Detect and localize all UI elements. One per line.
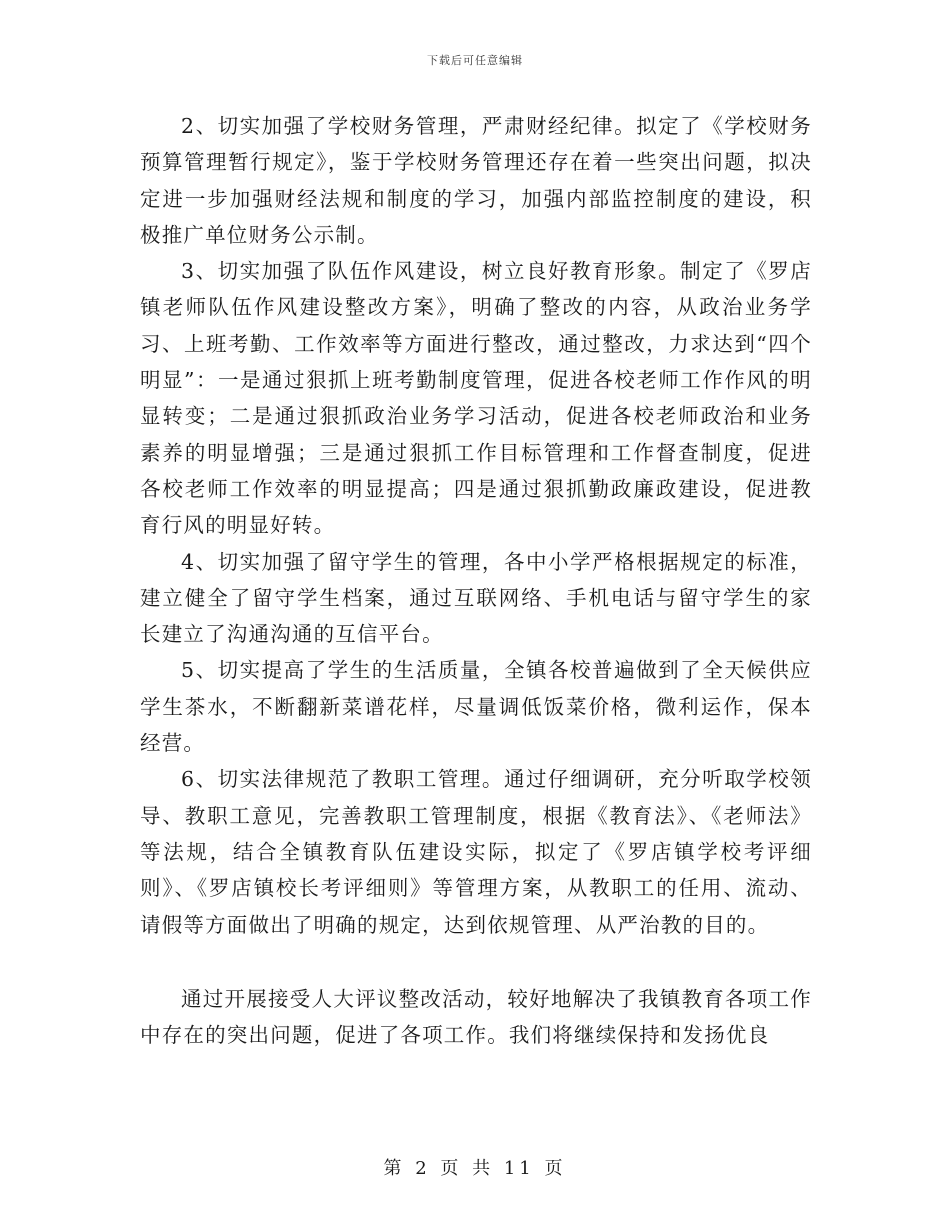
page-header-note: 下载后可任意编辑 [427,54,523,67]
paragraph-item-6: 6、切实法律规范了教职工管理。通过仔细调研，充分听取学校领导、教职工意见，完善教职工管理制度，根据《教育法》、《老师法》等法规，结合全镇教育队伍建设实际，拟定了《罗店镇学校考评细则》、《罗店镇校长考评细则》等管理方案，从教职工的任用、流动、请假等方面做出了明确的规定，达到依规管理、从严治教的目的。 [140,767,812,937]
paragraph-item-2: 2、切实加强了学校财务管理，严肃财经纪律。拟定了《学校财务预算管理暂行规定》，鉴于学校财务管理还存在着一些突出问题，拟决定进一步加强财经法规和制度的学习，加强内部监控制度的建设，积极推广单位财务公示制。 [140,114,812,247]
document-body [140,108,812,1053]
paragraph-item-5: 5、切实提高了学生的生活质量，全镇各校普遍做到了全天候供应学生茶水，不断翻新菜谱花样，尽量调低饭菜价格，微利运作，保本经营。 [140,658,812,756]
paragraph-item-4: 4、切实加强了留守学生的管理，各中小学严格根据规定的标准，建立健全了留守学生档案，通过互联网络、手机电话与留守学生的家长建立了沟通沟通的互信平台。 [140,549,812,647]
page-number: 第 2 页 共 11 页 [383,1158,567,1179]
closing-paragraph: 通过开展接受人大评议整改活动，较好地解决了我镇教育各项工作中存在的突出问题，促进了各项工作。我们将继续保持和发扬优良 [140,986,812,1048]
paragraph-item-3: 3、切实加强了队伍作风建设，树立良好教育形象。制定了《罗店镇老师队伍作风建设整改方案》，明确了整改的内容，从政治业务学习、上班考勤、工作效率等方面进行整改，通过整改，力求达到“四个明显”：一是通过狠抓上班考勤制度管理，促进各校老师工作作风的明显转变；二是通过狠抓政治业务学习活动，促进各校老师政治和业务素养的明显增强；三是通过狠抓工作目标管理和工作督查制度，促进各校老师工作效率的明显提高；四是通过狠抓勤政廉政建设，促进教育行风的明显好转。 [140,259,812,538]
